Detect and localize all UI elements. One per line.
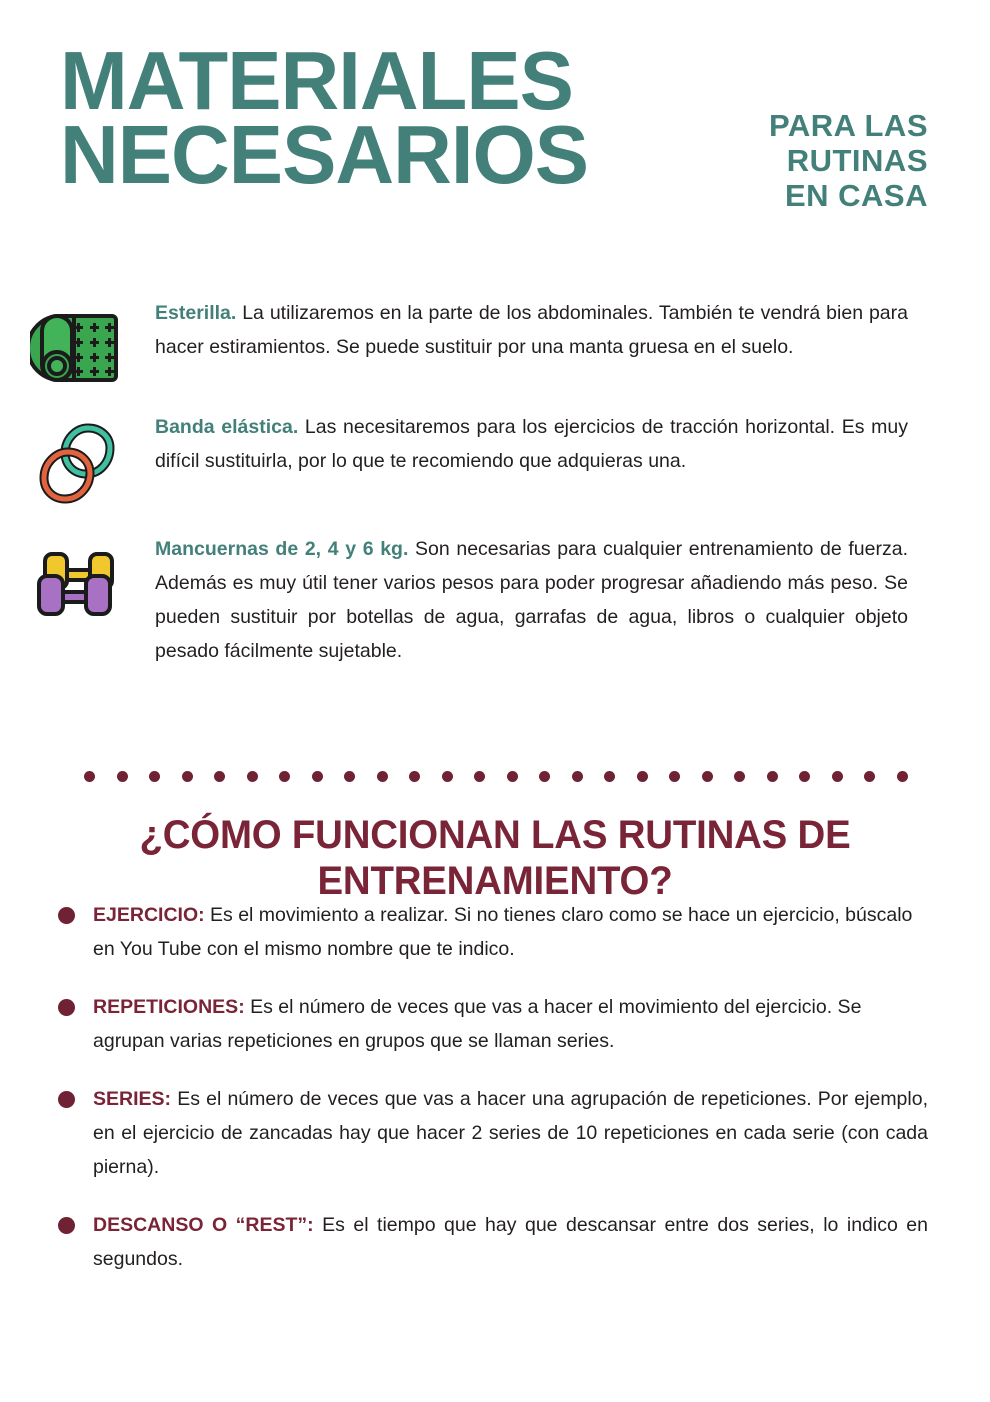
material-lead: Banda elástica. bbox=[155, 416, 299, 438]
material-description bbox=[155, 410, 990, 478]
concept-term: REPETICIONES: bbox=[93, 996, 245, 1018]
bullet-icon bbox=[58, 907, 75, 924]
page-subtitle-line-1: PARA LAS bbox=[769, 108, 928, 143]
concept-term: EJERCICIO: bbox=[93, 904, 205, 926]
divider-dot bbox=[84, 771, 95, 782]
divider-dot bbox=[669, 771, 680, 782]
concept-body: Es el tiempo que hay que descansar entre dos series, lo indico en segundos. bbox=[93, 1214, 928, 1270]
resistance-band-icon bbox=[0, 410, 155, 510]
divider-dot bbox=[767, 771, 778, 782]
material-lead: Mancuernas de 2, 4 y 6 kg. bbox=[155, 538, 409, 560]
divider-dot bbox=[799, 771, 810, 782]
divider-dot bbox=[474, 771, 485, 782]
concept-item bbox=[0, 990, 990, 1058]
divider-dot bbox=[832, 771, 843, 782]
divider-dot bbox=[247, 771, 258, 782]
divider-dot bbox=[117, 771, 128, 782]
divider-dot bbox=[507, 771, 518, 782]
page-title-line-1: MATERIALES bbox=[60, 34, 573, 127]
concepts-list bbox=[0, 898, 990, 1300]
concept-description bbox=[93, 898, 928, 966]
concept-body: Es el número de veces que vas a hacer el movimiento del ejercicio. Se agrupan varias repeticiones en grupos que se llaman series. bbox=[93, 996, 862, 1052]
concept-item bbox=[0, 898, 990, 966]
divider-dot bbox=[702, 771, 713, 782]
page-header bbox=[0, 0, 990, 260]
divider-dot bbox=[604, 771, 615, 782]
concept-term: DESCANSO O “REST”: bbox=[93, 1214, 314, 1236]
divider-dot bbox=[637, 771, 648, 782]
concept-body: Es el movimiento a realizar. Si no tienes claro como se hace un ejercicio, búscalo en You Tube con el mismo nombre que te indico. bbox=[93, 904, 913, 960]
dotted-divider bbox=[84, 770, 908, 782]
concept-description bbox=[93, 1208, 928, 1276]
divider-dot bbox=[344, 771, 355, 782]
bullet-icon bbox=[58, 1217, 75, 1234]
divider-dot bbox=[734, 771, 745, 782]
divider-dot bbox=[897, 771, 908, 782]
material-body: La utilizaremos en la parte de los abdominales. También te vendrá bien para hacer estiramientos. Se puede sustituir por una manta gruesa en el suelo. bbox=[155, 302, 908, 358]
page-subtitle-line-2: RUTINAS bbox=[786, 143, 928, 178]
material-lead: Esterilla. bbox=[155, 302, 237, 324]
divider-dot bbox=[442, 771, 453, 782]
divider-dot bbox=[182, 771, 193, 782]
material-description bbox=[155, 532, 990, 668]
bullet-icon bbox=[58, 999, 75, 1016]
concept-description bbox=[93, 1082, 928, 1184]
page-subtitle-line-3: EN CASA bbox=[784, 178, 928, 213]
divider-dot bbox=[539, 771, 550, 782]
material-description bbox=[155, 296, 990, 364]
divider-dot bbox=[377, 771, 388, 782]
concept-term: SERIES: bbox=[93, 1088, 172, 1110]
concept-item bbox=[0, 1082, 990, 1184]
page-title-line-2: NECESARIOS bbox=[60, 108, 589, 201]
material-body: Son necesarias para cualquier entrenamiento de fuerza. Además es muy útil tener varios pesos para poder progresar añadiendo más peso. Se pueden sustituir por botellas de agua, garrafas de agua, libros o cualquier objeto pesado fácilmente sujetable. bbox=[155, 538, 908, 662]
divider-dot bbox=[864, 771, 875, 782]
material-item bbox=[0, 410, 990, 532]
concept-item bbox=[0, 1208, 990, 1276]
material-body: Las necesitaremos para los ejercicios de tracción horizontal. Es muy difícil sustituirla, por lo que te recomiendo que adquieras una. bbox=[155, 416, 909, 472]
divider-dot bbox=[279, 771, 290, 782]
material-item bbox=[0, 296, 990, 410]
concept-description bbox=[93, 990, 928, 1058]
divider-dot bbox=[572, 771, 583, 782]
divider-dot bbox=[149, 771, 160, 782]
divider-dot bbox=[409, 771, 420, 782]
materials-list bbox=[0, 296, 990, 690]
dumbbells-icon bbox=[0, 532, 155, 624]
page-title bbox=[60, 34, 680, 201]
divider-dot bbox=[312, 771, 323, 782]
page-subtitle bbox=[668, 108, 928, 213]
material-item bbox=[0, 532, 990, 690]
bullet-icon bbox=[58, 1091, 75, 1108]
yoga-mat-icon bbox=[0, 296, 155, 388]
concept-body: Es el número de veces que vas a hacer una agrupación de repeticiones. Por ejemplo, en el ejercicio de zancadas hay que hacer 2 series de 10 repeticiones en cada serie (con cada pierna). bbox=[93, 1088, 928, 1178]
divider-dot bbox=[214, 771, 225, 782]
section-heading: ¿CÓMO FUNCIONAN LAS RUTINAS DE ENTRENAMIENTO? bbox=[139, 813, 851, 903]
